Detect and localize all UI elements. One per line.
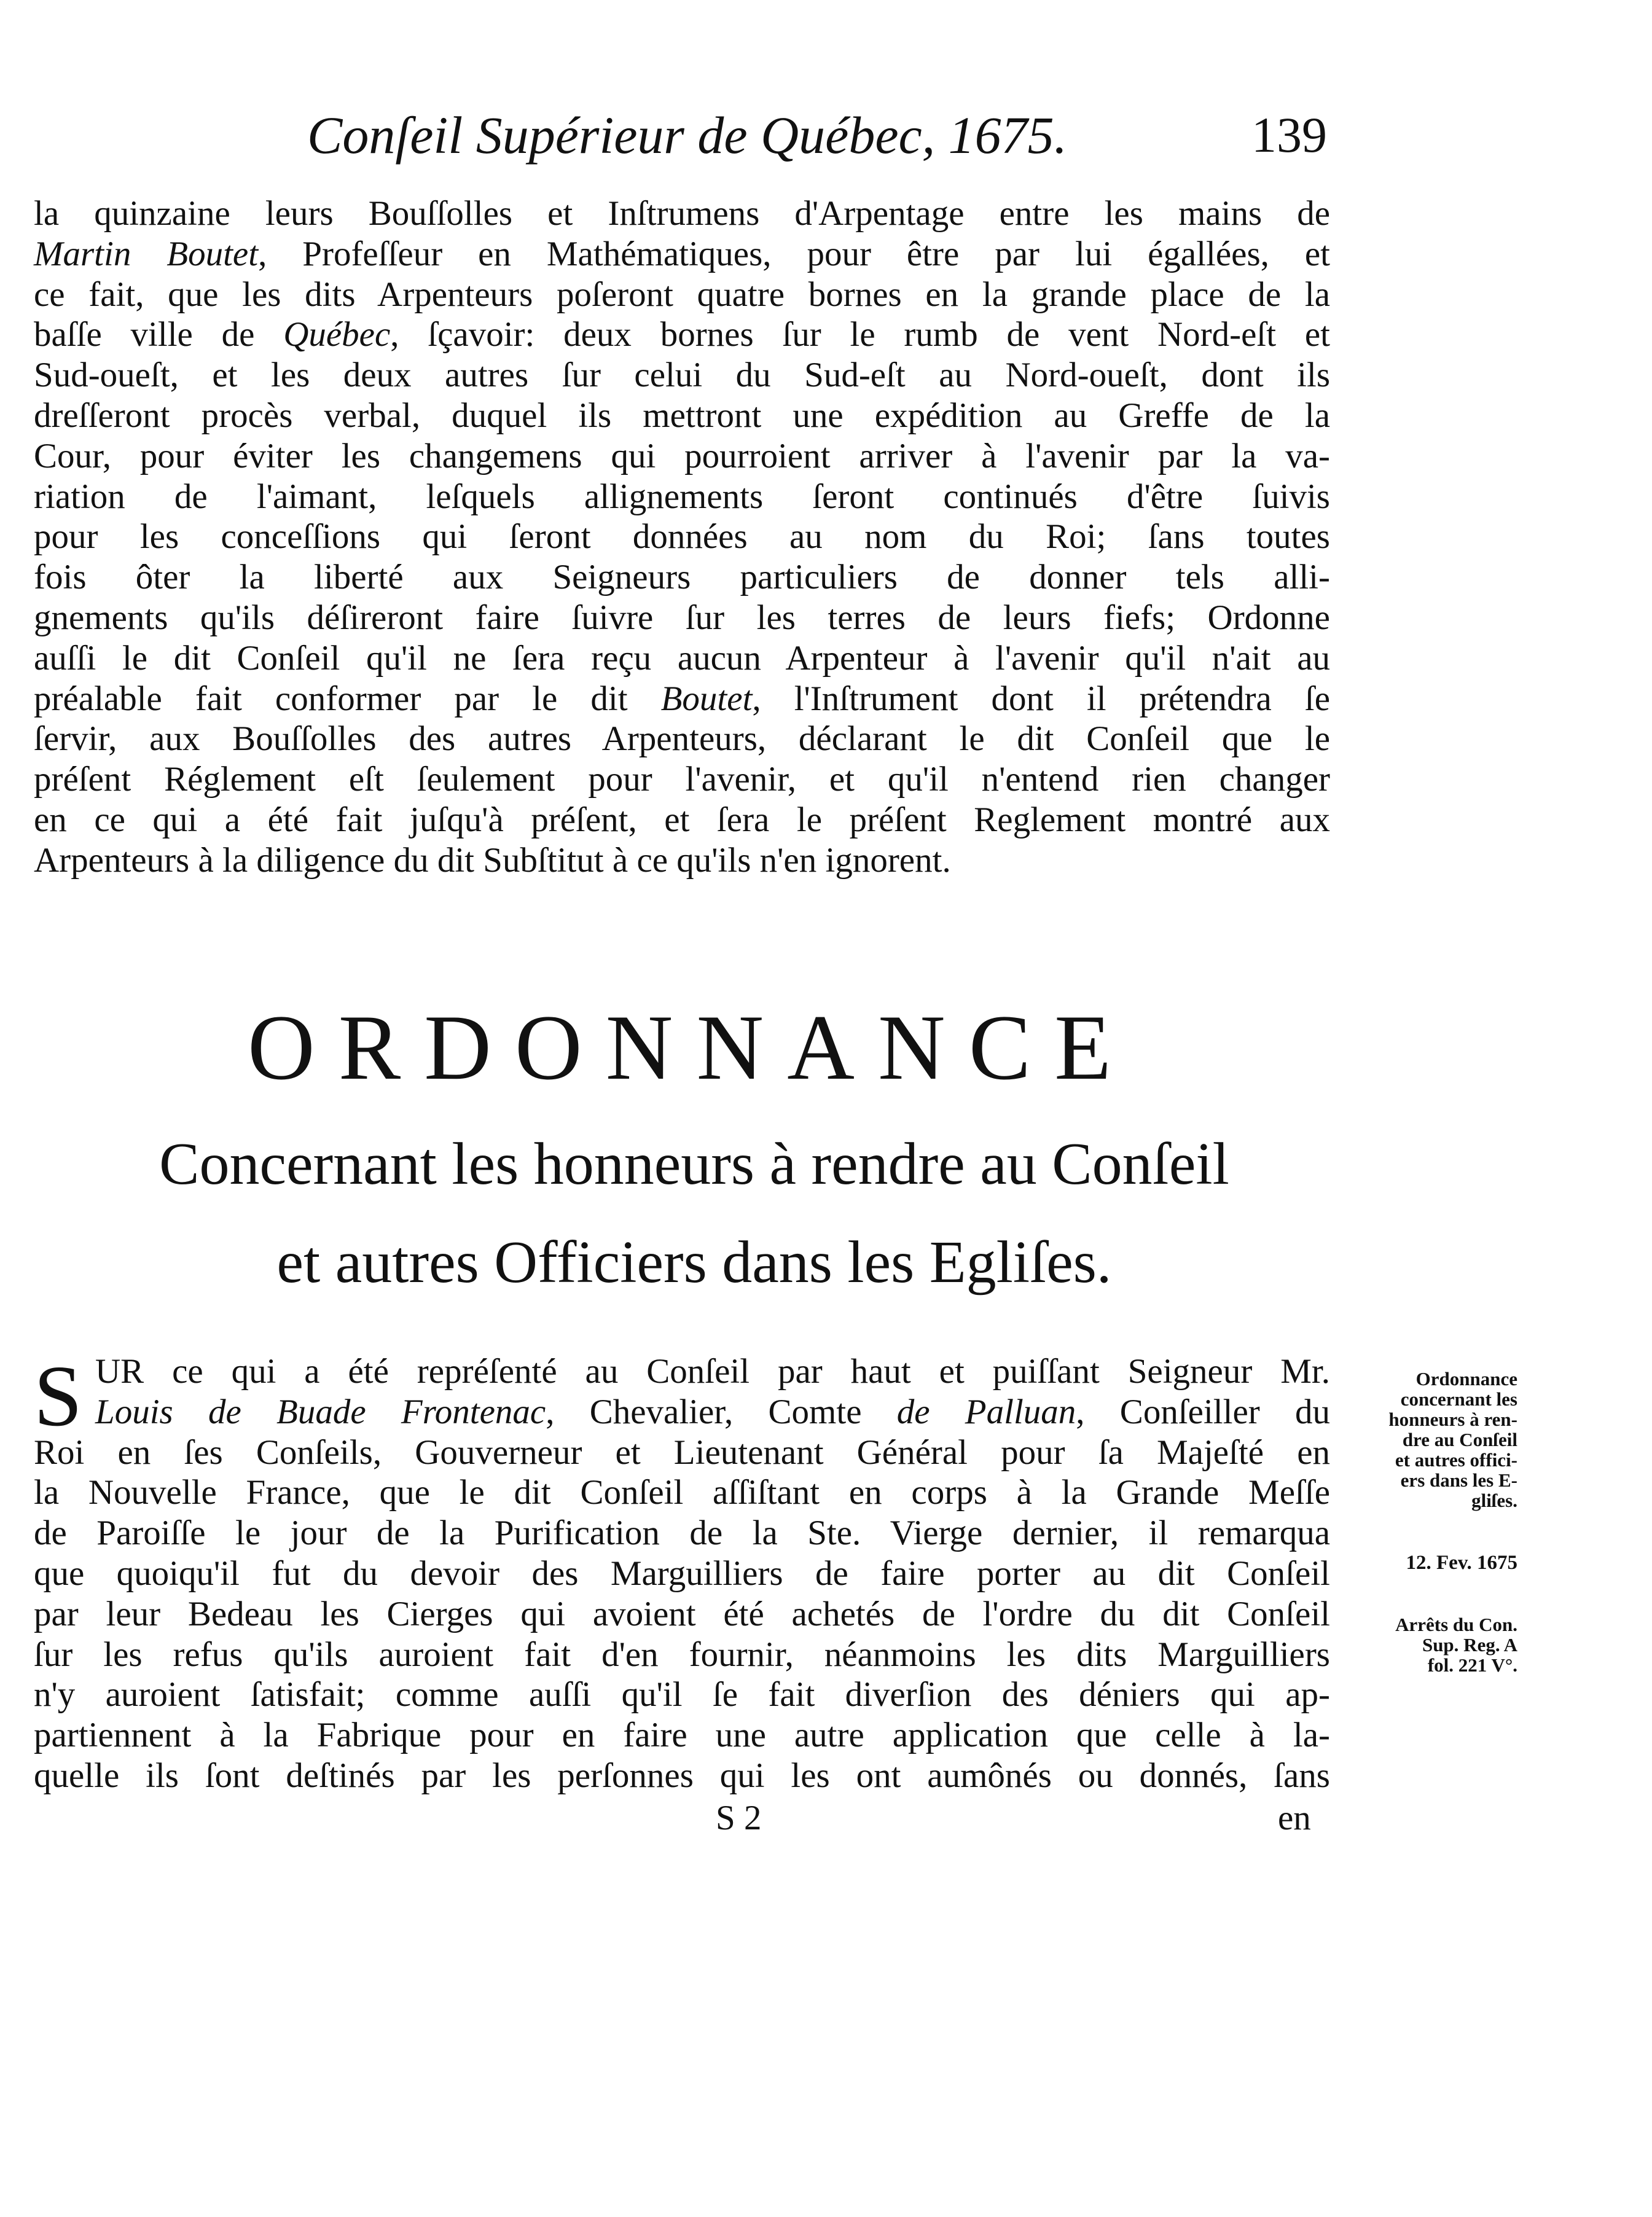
text-line: quelle ils ſont deſtinés par les perſonnes qui les ont aumônés ou donnés, ſans: [34, 1756, 1330, 1795]
paragraph-continued: [34, 194, 1330, 881]
text-line: Martin Boutet, Profeſſeur en Mathématiques, pour être par lui égallées, et: [34, 234, 1330, 273]
margin-note-reference: [1339, 1614, 1517, 1675]
page-footer: [0, 1797, 1652, 1840]
running-head-title: Conſeil Supérieur de Québec, 1675.: [307, 106, 1068, 165]
text-line: ſervir, aux Bouſſolles des autres Arpenteurs, déclarant le dit Conſeil que le: [34, 719, 1330, 759]
text-line: baſſe ville de Québec, ſçavoir: deux bornes ſur le rumb de vent Nord-eſt et: [34, 315, 1330, 354]
text-line: préſent Réglement eſt ſeulement pour l'avenir, et qu'il n'entend rien changer: [34, 760, 1330, 799]
text-line: gnements qu'ils déſireront faire ſuivre ſur les terres de leurs fiefs; Ordonne: [34, 598, 1330, 637]
catchword: en: [1278, 1799, 1311, 1837]
signature-mark: S 2: [716, 1799, 762, 1837]
ordonnance-subtitle-line-1: Concernant les honneurs à rendre au Conſeil: [159, 1131, 1229, 1197]
margin-note-line: dre au Conſeil: [1402, 1429, 1517, 1450]
ordonnance-heading: ORDONNANCE: [248, 996, 1135, 1099]
text-line: de Paroiſſe le jour de la Purification de la Ste. Vierge dernier, il remarqua: [34, 1514, 1330, 1553]
margin-note-line: Sup. Reg. A: [1422, 1634, 1517, 1656]
text-line: ſur les refus qu'ils auroient fait d'en fournir, néanmoins les dits Marguilliers: [34, 1635, 1330, 1674]
margin-note-title: [1339, 1369, 1517, 1511]
text-line: la Nouvelle France, que le dit Conſeil aſſiſtant en corps à la Grande Meſſe: [34, 1473, 1330, 1512]
text-line: riation de l'aimant, leſquels allignements ſeront continués d'être ſuivis: [34, 477, 1330, 516]
margin-note-date: 12. Fev. 1675: [1406, 1552, 1517, 1574]
margin-note-line: Arrêts du Con.: [1395, 1614, 1517, 1635]
text-line: dreſſeront procès verbal, duquel ils mettront une expédition au Greffe de la: [34, 396, 1330, 435]
ordonnance-subtitle-line-2: et autres Officiers dans les Egliſes.: [276, 1229, 1112, 1296]
margin-note-line: fol. 221 V°.: [1427, 1654, 1517, 1676]
drop-cap: S: [34, 1347, 82, 1444]
text-line: Roi en ſes Conſeils, Gouverneur et Lieutenant Général pour ſa Majeſté en: [34, 1433, 1330, 1472]
page-number: 139: [1251, 107, 1327, 163]
text-line: ce fait, que les dits Arpenteurs poſeront quatre bornes en la grande place de la: [34, 275, 1330, 314]
text-line: fois ôter la liberté aux Seigneurs particuliers de donner tels alli-: [34, 558, 1330, 597]
running-head: [270, 92, 1327, 178]
text-line: partiennent à la Fabrique pour en faire une autre application que celle à la-: [34, 1716, 1330, 1755]
text-line: en ce qui a été fait juſqu'à préſent, et ſera le préſent Reglement montré aux: [34, 800, 1330, 839]
text-line: Sud-oueſt, et les deux autres ſur celui du Sud-eſt au Nord-oueſt, dont ils: [34, 356, 1330, 395]
text-line: Arpenteurs à la diligence du dit Subſtitut à ce qu'ils n'en ignorent.: [34, 840, 951, 880]
margin-note-line: ers dans les E-: [1400, 1469, 1517, 1491]
text-line: auſſi le dit Conſeil qu'il ne ſera reçu aucun Arpenteur à l'avenir qu'il n'ait au: [34, 638, 1330, 678]
margin-note-line: honneurs à ren-: [1388, 1409, 1517, 1430]
text-line: UR ce qui a été repréſenté au Conſeil par haut et puiſſant Seigneur Mr.: [95, 1352, 1330, 1391]
text-line: que quoiqu'il fut du devoir des Marguilliers de faire porter au dit Conſeil: [34, 1554, 1330, 1593]
text-line: préalable fait conformer par le dit Boutet, l'Inſtrument dont il prétendra ſe: [34, 679, 1330, 718]
text-line: n'y auroient ſatisfait; comme auſſi qu'il ſe fait diverſion des déniers qui ap-: [34, 1675, 1330, 1715]
text-line: la quinzaine leurs Bouſſolles et Inſtrumens d'Arpentage entre les mains de: [34, 194, 1330, 233]
margin-note-line: et autres offici-: [1395, 1449, 1517, 1471]
text-line: Cour, pour éviter les changemens qui pourroient arriver à l'avenir par la va-: [34, 436, 1330, 475]
text-line: Louis de Buade Frontenac, Chevalier, Comte de Palluan, Conſeiller du: [95, 1392, 1330, 1431]
text-line: par leur Bedeau les Cierges qui avoient été achetés de l'ordre du dit Conſeil: [34, 1594, 1330, 1633]
text-line: pour les conceſſions qui ſeront données au nom du Roi; ſans toutes: [34, 517, 1330, 557]
ordonnance-body: [34, 1347, 1330, 1796]
margin-note-line: gliſes.: [1471, 1490, 1517, 1511]
margin-note-line: Ordonnance: [1415, 1368, 1517, 1390]
margin-note-line: concernant les: [1400, 1388, 1517, 1410]
